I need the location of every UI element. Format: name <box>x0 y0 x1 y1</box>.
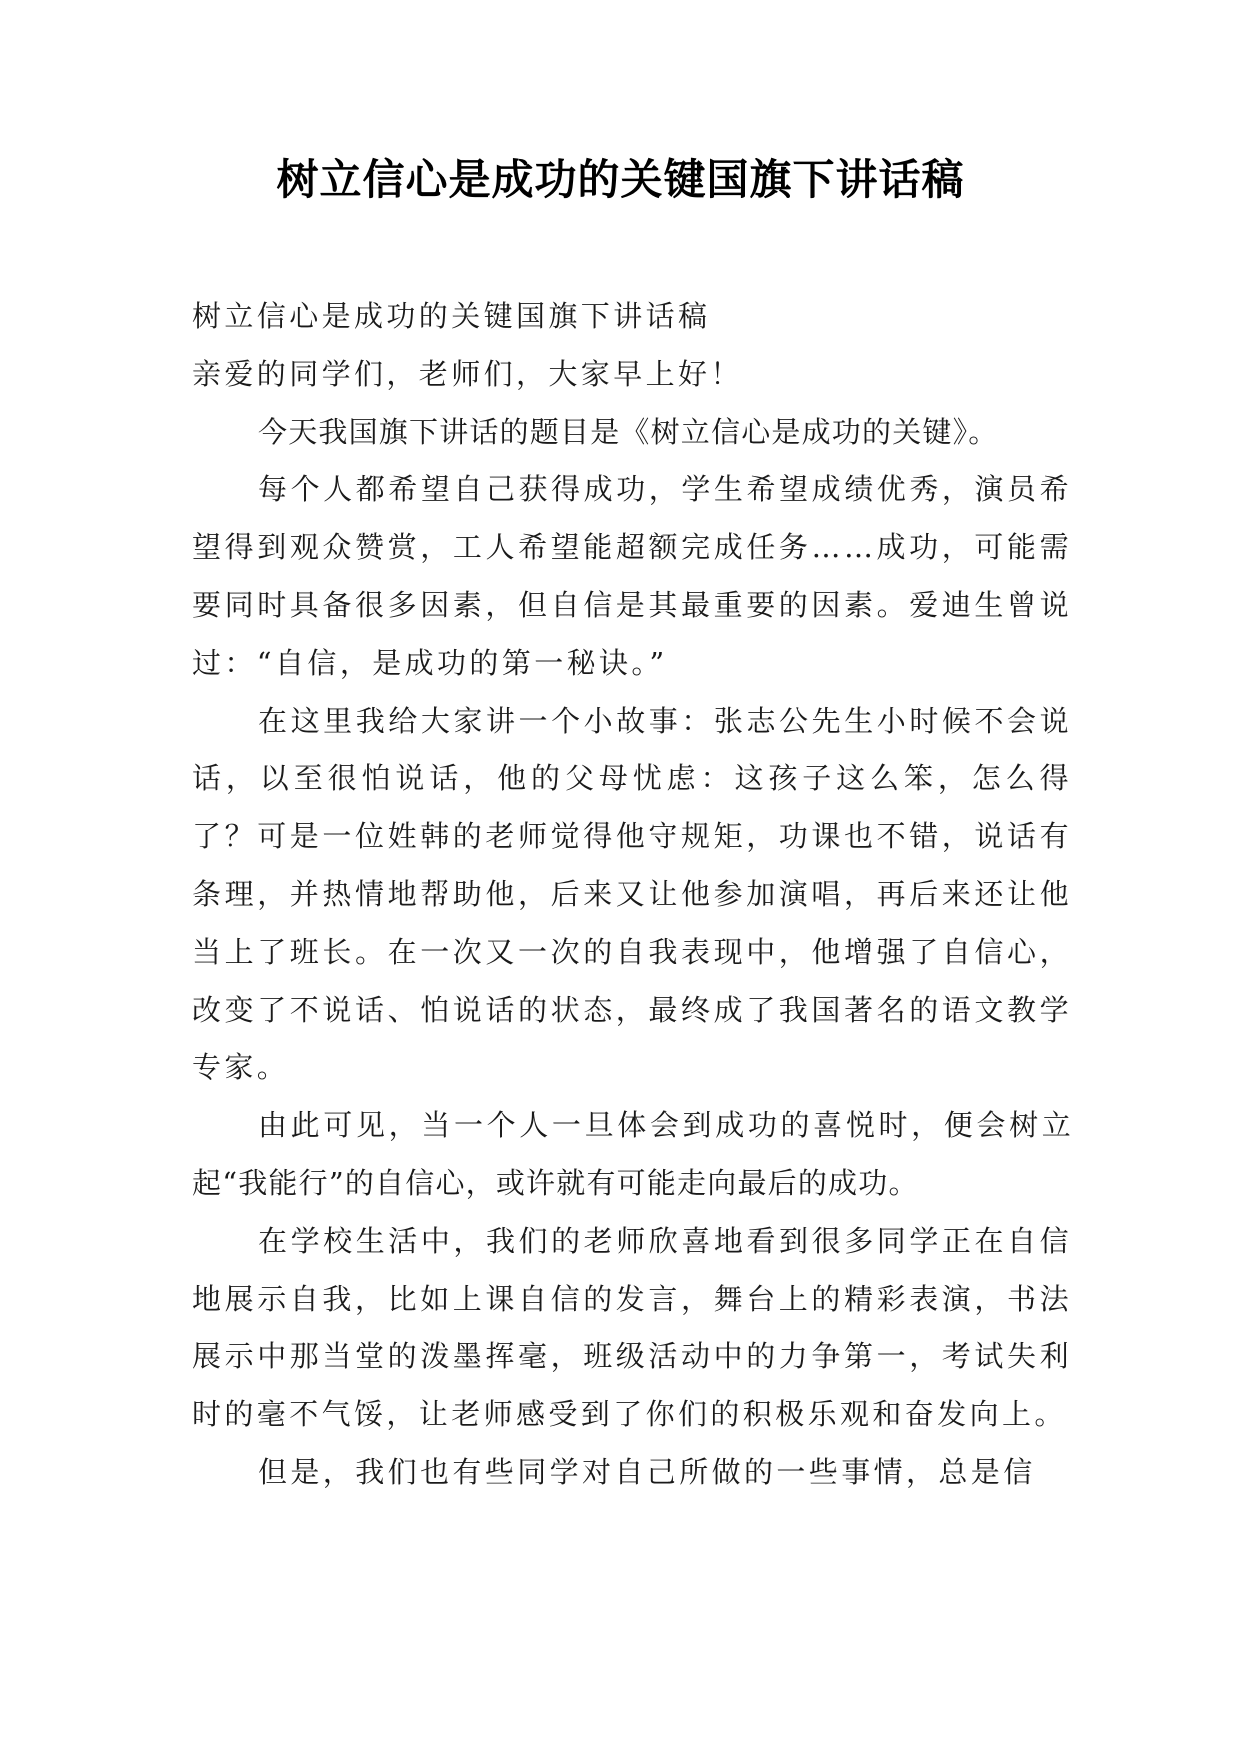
paragraph-story: 在这里我给大家讲一个小故事：张志公先生小时候不会说话，以至很怕说话，他的父母忧虑：这孩子这么笨，怎么得了？可是一位姓韩的老师觉得他守规矩，功课也不错，说话有条理，并热情地帮助他，后来又让他参加演唱，再后来还让他当上了班长。在一次又一次的自我表现中，他增强了自信心，改变了不说话、怕说话的状态，最终成了我国著名的语文教学专家。 <box>192 703 1072 1085</box>
document-title: 树立信心是成功的关键国旗下讲话稿 <box>276 155 965 204</box>
paragraph-school-life: 在学校生活中，我们的老师欣喜地看到很多同学正在自信地展示自我，比如上课自信的发言，舞台上的精彩表演，书法展示中那当堂的泼墨挥毫，班级活动中的力争第一，考试失利时的毫不气馁，让老师感受到了你们的积极乐观和奋发向上。 <box>192 1223 1072 1432</box>
paragraph-greeting: 亲爱的同学们，老师们，大家早上好！ <box>192 356 743 391</box>
paragraph-heading-repeat: 树立信心是成功的关键国旗下讲话稿 <box>192 299 711 333</box>
paragraph-however: 但是，我们也有些同学对自己所做的一些事情，总是信 <box>258 1454 1036 1489</box>
paragraph-conclusion: 由此可见，当一个人一旦体会到成功的喜悦时，便会树立起“我能行”的自信心，或许就有可能走向最后的成功。 <box>192 1108 1072 1200</box>
document-body <box>192 288 1072 1502</box>
paragraph-topic: 今天我国旗下讲话的题目是《树立信心是成功的关键》。 <box>258 414 999 449</box>
paragraph-success-factors: 每个人都希望自己获得成功，学生希望成绩优秀，演员希望得到观众赞赏，工人希望能超额完成任务……成功，可能需要同时具备很多因素，但自信是其最重要的因素。爱迪生曾说过：“自信，是成功的第一秘诀。” <box>192 472 1072 680</box>
